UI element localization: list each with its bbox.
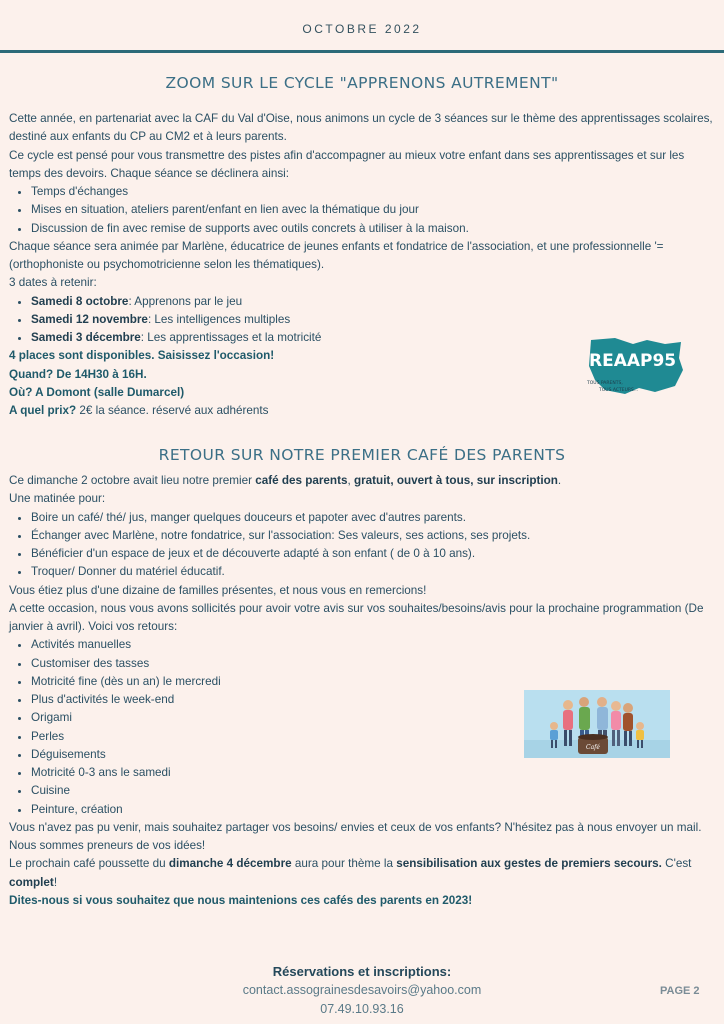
section2-feedback: A cette occasion, nous vous avons sollicités pour avoir votre avis sur vos souhaites/besoins/avis pour la prochaine programmation (De janvier à avril). Voici vos retours:	[9, 601, 704, 633]
section2-bullets	[9, 509, 719, 582]
next-text: aura pour thème la	[291, 857, 397, 871]
logo-tagline2: TOUS ACTEURS...	[599, 388, 639, 393]
list-item: • Customiser des tasses	[31, 655, 719, 673]
intro-text: Ce dimanche 2 octobre avait lieu notre premier	[9, 474, 256, 487]
intro-bold: café des parents	[255, 474, 348, 487]
date-label: Samedi 12 novembre	[31, 312, 148, 326]
price-label: A quel prix?	[9, 404, 77, 417]
list-item: • Cuisine	[31, 782, 719, 800]
intro-text: ,	[347, 474, 354, 487]
section1-where: Où? A Domont (salle Dumarcel)	[9, 385, 185, 399]
list-item: • Bénéficier d'un espace de jeux et de découverte adapté à son enfant ( de 0 à 10 ans).	[31, 545, 719, 563]
section2-next	[9, 855, 719, 892]
date-label: Samedi 3 décembre	[31, 331, 141, 344]
section2-closing: Dites-nous si vous souhaitez que nous maintenions ces cafés des parents en 2023!	[9, 893, 473, 907]
list-item	[31, 311, 719, 329]
reaap-logo	[585, 336, 685, 396]
next-bold: complet	[9, 875, 54, 889]
list-item: • Mises en situation, ateliers parent/enfant en lien avec la thématique du jour	[31, 201, 719, 219]
contact-phone[interactable]: 07.49.10.93.16	[320, 1002, 404, 1016]
section2-thanks: Vous étiez plus d'une dizaine de familles présentes, et nous vous en remercions!	[9, 583, 427, 597]
list-item: • Troquer/ Donner du matériel éducatif.	[31, 563, 719, 581]
list-item: • Déguisements	[31, 746, 719, 764]
next-text: C'est	[661, 857, 692, 871]
section1-dates-intro: 3 dates à retenir:	[9, 276, 97, 290]
date-topic: : Les apprentissages et la motricité	[140, 331, 322, 344]
price-value: 2€ la séance. réservé aux adhérents	[76, 404, 269, 417]
date-topic: : Apprenons par le jeu	[128, 294, 243, 308]
contact-email[interactable]: contact.assograinesdesavoirs@yahoo.com	[242, 983, 482, 997]
intro-text: .	[557, 474, 562, 487]
page-footer	[0, 962, 724, 1019]
list-item: • Temps d'échanges	[31, 183, 719, 201]
list-item	[31, 293, 719, 311]
list-item: • Motricité 0-3 ans le samedi	[31, 764, 719, 782]
section1-animation: Chaque séance sera animée par Marlène, éducatrice de jeunes enfants et fondatrice de l'association, et une professionnelle '=(orthophoniste ou psychomotricienne selon les thématiques).	[9, 239, 664, 271]
list-item: • Perles	[31, 728, 719, 746]
logo-text: REAAP95	[589, 351, 677, 371]
section2-intro	[9, 472, 719, 490]
page-number: PAGE 2	[660, 985, 700, 997]
section1-intro2: Ce cycle est pensé pour vous transmettre des pistes afin d'accompagner au mieux votre enfant dans ses apprentissages et sur les temps des devoirs. Chaque séance se déclinera ainsi:	[9, 148, 685, 180]
section1-price	[9, 402, 719, 420]
date-topic: : Les intelligences multiples	[147, 312, 291, 326]
list-item: • Peinture, création	[31, 801, 719, 819]
logo-tagline1: TOUS PARENTS,	[587, 381, 623, 386]
list-item: • Boire un café/ thé/ jus, manger quelques douceurs et papoter avec d'autres parents.	[31, 509, 719, 527]
next-bold: dimanche 4 décembre	[168, 857, 292, 871]
list-item: • Discussion de fin avec remise de supports avec outils concrets à utiliser à la maison.	[31, 220, 719, 238]
page-header	[0, 0, 724, 52]
list-item: • Plus d'activités le week-end	[31, 691, 719, 709]
section2-morning: Une matinée pour:	[9, 492, 106, 506]
section1-title: ZOOM SUR LE CYCLE "APPRENONS AUTREMENT"	[165, 74, 559, 92]
section2-missed: Vous n'avez pas pu venir, mais souhaitez partager vos besoins/ envies et ceux de vos enfants? N'hésitez pas à nous envoyer un mail. Nous sommes preneurs de vos idées!	[9, 820, 702, 852]
section1-intro1: Cette année, en partenariat avec la CAF du Val d'Oise, nous animons un cycle de 3 séances sur le thème des apprentissages scolaires, destiné aux enfants du CP au CM2 et à leurs parents.	[9, 112, 713, 144]
list-item: • Origami	[31, 709, 719, 727]
photo-label: Café	[586, 744, 600, 751]
list-item: • Échanger avec Marlène, notre fondatrice, sur l'association: Ses valeurs, ses actions, ses projets.	[31, 527, 719, 545]
family-illustration	[524, 690, 670, 758]
intro-bold: gratuit, ouvert à tous, sur inscription	[353, 474, 558, 487]
section1-bullets	[9, 183, 719, 238]
list-item: • Motricité fine (dès un an) le mercredi	[31, 673, 719, 691]
header-month: OCTOBRE 2022	[302, 22, 422, 36]
section1-places: 4 places sont disponibles. Saisissez l'occasion!	[9, 349, 275, 363]
next-text: !	[53, 875, 58, 889]
list-item: • Activités manuelles	[31, 636, 719, 654]
section2-title: RETOUR SUR NOTRE PREMIER CAFÉ DES PARENTS	[158, 446, 566, 464]
header-divider	[0, 50, 724, 53]
next-text: Le prochain café poussette du	[9, 857, 169, 871]
next-bold: sensibilisation aux gestes de premiers secours.	[396, 857, 662, 871]
section1-when: Quand? De 14H30 à 16H.	[9, 367, 147, 381]
date-label: Samedi 8 octobre	[31, 294, 129, 308]
reservations-title: Réservations et inscriptions:	[272, 964, 452, 979]
